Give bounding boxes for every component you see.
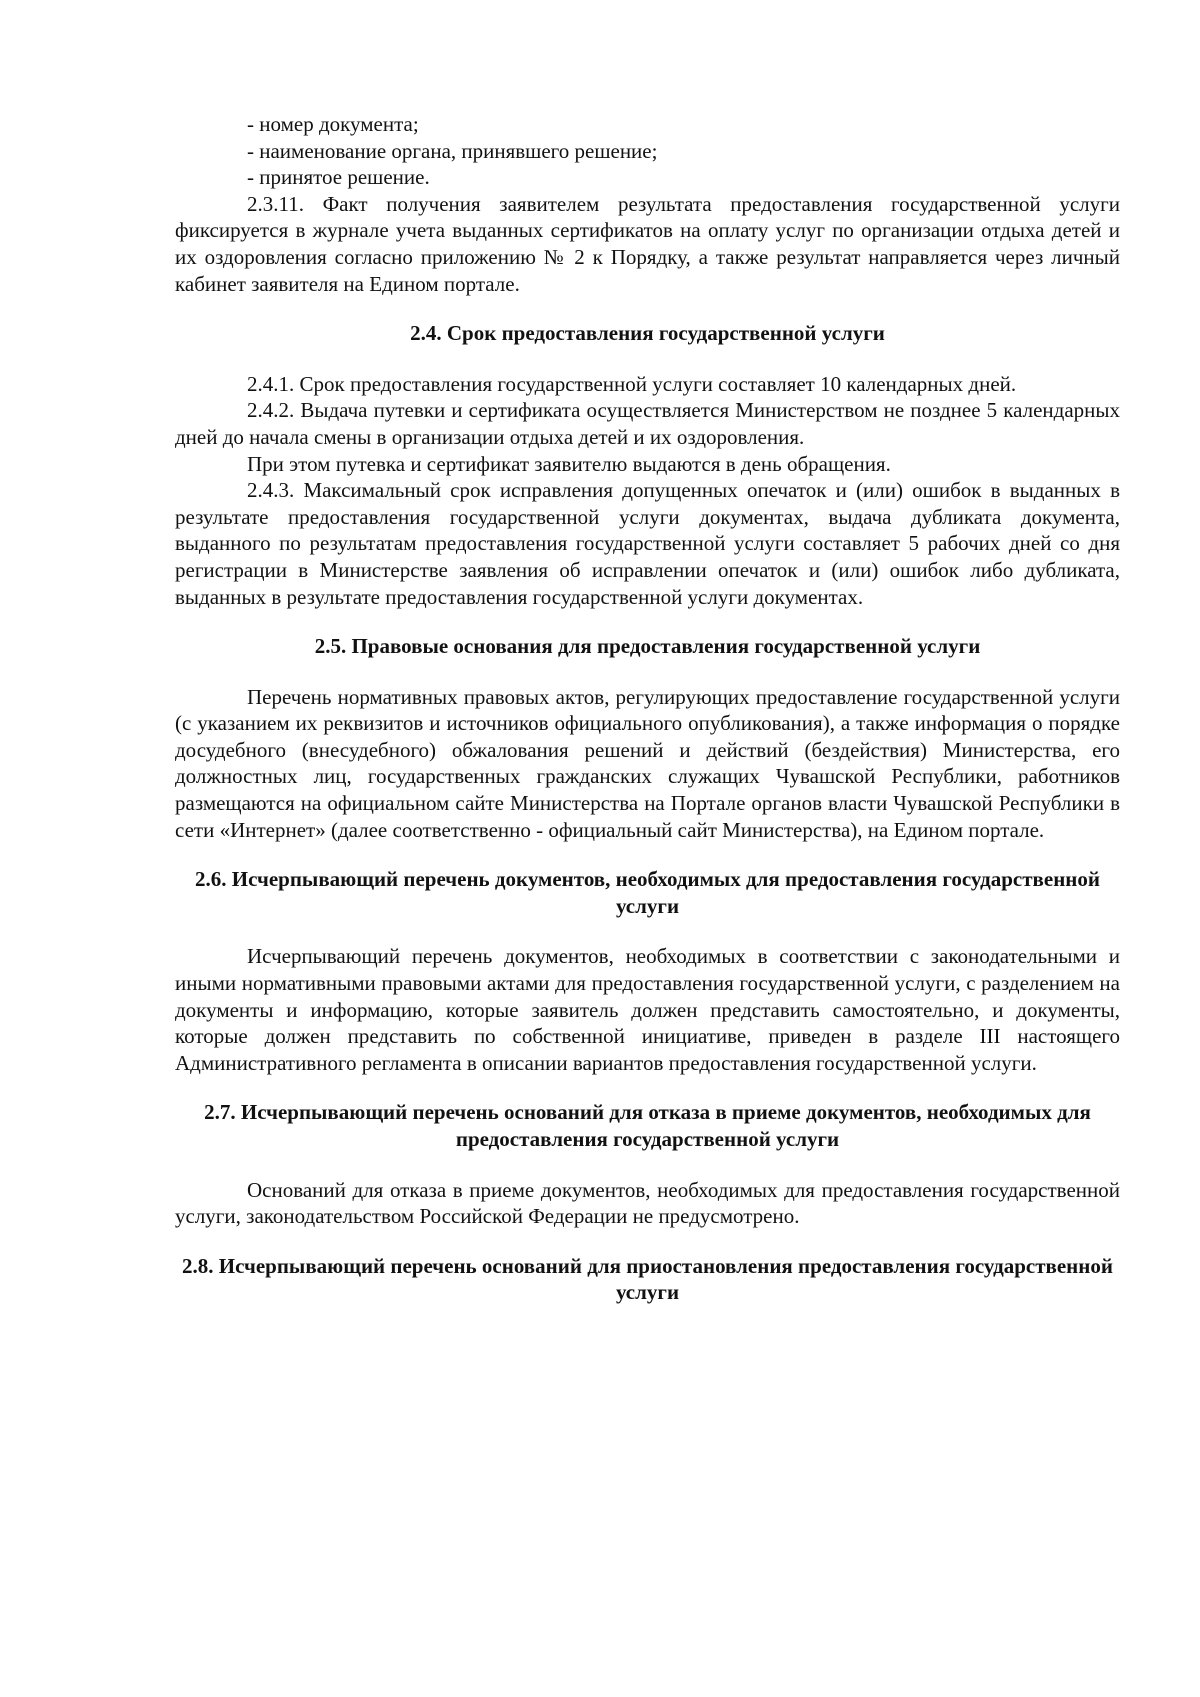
heading-2-6: 2.6. Исчерпывающий перечень документов, необходимых для предоставления государственной услуги: [195, 867, 1100, 918]
paragraph-2-4-2-issuance: При этом путевка и сертификат заявителю выдаются в день обращения.: [247, 451, 891, 476]
heading-2-8: 2.8. Исчерпывающий перечень оснований для приостановления предоставления государственной услуги: [182, 1253, 1113, 1305]
paragraph-2-5: Перечень нормативных правовых актов, регулирующих предоставление государственной услуги (с указанием их реквизитов и источников официального опубликования), а также информация о порядке досудебного (внесудебного) обжалования решений и действий (бездействия) Министерства, его должностных лиц, государственных гражданских служащих Чувашской Республики, работников размещаются на официальном сайте Министерства на Портале органов власти Чувашской Республики в сети «Интернет» (далее соответственно - официальный сайт Министерства), на Едином портале.: [175, 684, 1120, 842]
paragraph-2-4-1: 2.4.1. Срок предоставления государственной услуги составляет 10 календарных дней.: [247, 371, 1017, 396]
paragraph-2-4-2: 2.4.2. Выдача путевки и сертификата осуществляется Министерством не позднее 5 календарных дней до начала смены в организации отдыха детей и их оздоровления.: [175, 398, 1120, 449]
paragraph-2-7: Оснований для отказа в приеме документов, необходимых для предоставления государственной услуги, законодательством Российской Федерации не предусмотрено.: [175, 1177, 1120, 1229]
paragraph-2-3-11: 2.3.11. Факт получения заявителем результата предоставления государственной услуги фиксируется в журнале учета выданных сертификатов на оплату услуг по организации отдыха детей и их оздоровления согласно приложению № 2 к Порядку, а также результат направляется через личный кабинет заявителя на Едином портале.: [175, 191, 1120, 296]
list-item-decision: - принятое решение.: [247, 165, 430, 190]
document-page: [175, 111, 1120, 1306]
list-item-document-number: - номер документа;: [247, 112, 419, 136]
heading-2-7: 2.7. Исчерпывающий перечень оснований для отказа в приеме документов, необходимых для предоставления государственной услуги: [204, 1100, 1091, 1151]
heading-2-4: 2.4. Срок предоставления государственной услуги: [410, 321, 885, 346]
paragraph-2-6: Исчерпывающий перечень документов, необходимых в соответствии с законодательными и иными нормативными правовыми актами для предоставления государственной услуги, с разделением на документы и информацию, которые заявитель должен представить самостоятельно, и документы, которые должен представить по собственной инициативе, приведен в разделе III настоящего Административного регламента в описании вариантов предоставления государственной услуги.: [175, 944, 1120, 1075]
heading-2-5: 2.5. Правовые основания для предоставления государственной услуги: [314, 634, 981, 659]
list-item-authority-name: - наименование органа, принявшего решение;: [247, 138, 658, 163]
paragraph-2-4-3: 2.4.3. Максимальный срок исправления допущенных опечаток и (или) ошибок в выданных в результате предоставления государственной услуги документах, выдача дубликата документа, выданного по результатам предоставления государственной услуги составляет 5 рабочих дней со дня регистрации в Министерстве заявления об исправлении опечаток и (или) ошибок либо дубликата, выданных в результате предоставления государственной услуги документах.: [175, 478, 1120, 609]
